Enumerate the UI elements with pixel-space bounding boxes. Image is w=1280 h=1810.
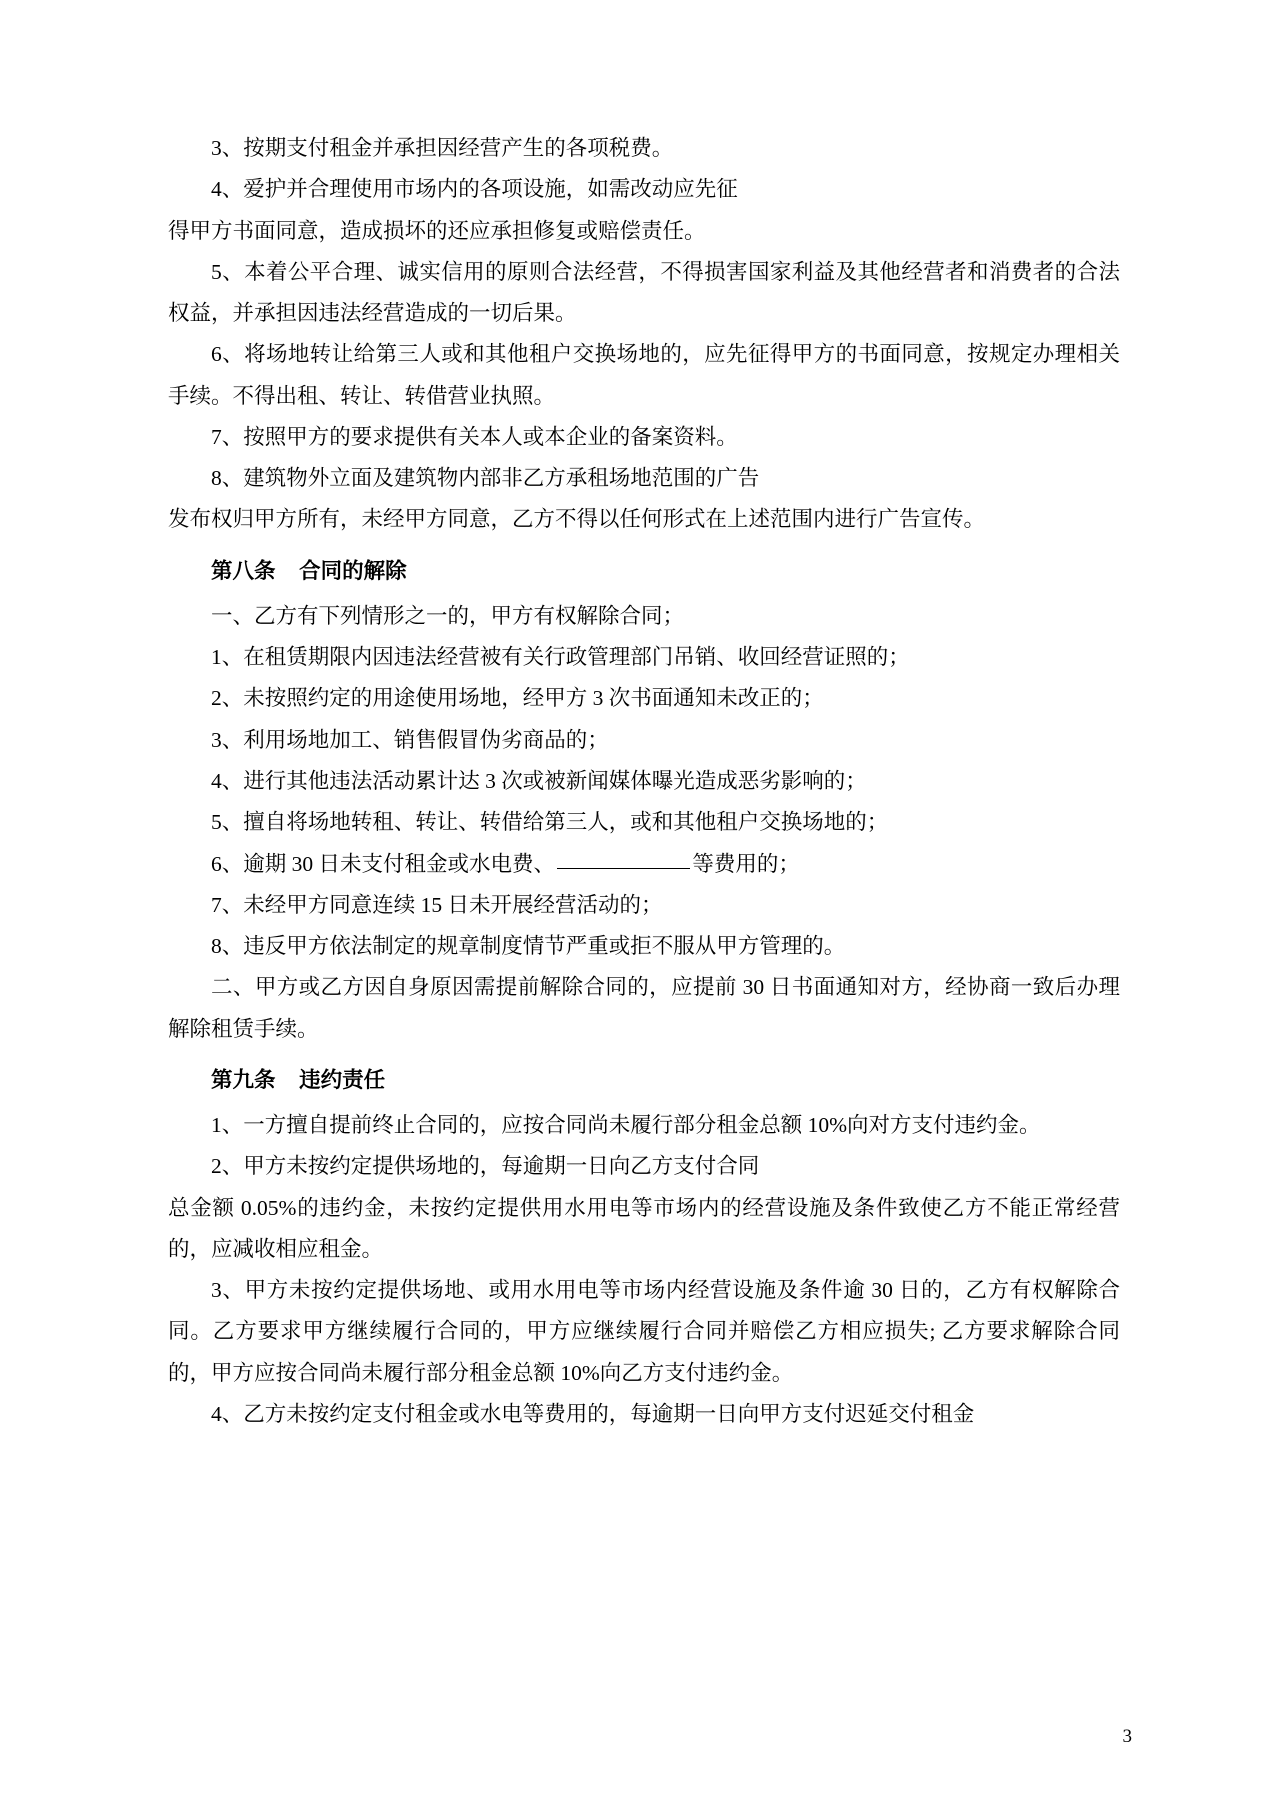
list-item-termination-5: 5、擅自将场地转租、转让、转借给第三人，或和其他租户交换场地的； [211, 810, 889, 835]
list-item-termination-8: 8、违反甲方依法制定的规章制度情节严重或拒不服从甲方管理的。 [211, 934, 846, 959]
section-label-article-8: 第八条 [211, 558, 276, 583]
list-item-termination-6 [168, 844, 1120, 885]
paragraph-obligation-8-cont: 发布权归甲方所有，未经甲方同意，乙方不得以任何形式在上述范围内进行广告宣传。 [168, 507, 986, 532]
list-item-termination-1: 1、在租赁期限内因违法经营被有关行政管理部门吊销、收回经营证照的； [211, 645, 910, 670]
paragraph-liability-4: 4、乙方未按约定支付租金或水电等费用的，每逾期一日向甲方支付迟延交付租金 [211, 1401, 975, 1426]
page-number: 3 [1122, 1726, 1132, 1747]
paragraph-obligation-6: 6、将场地转让给第三人或和其他租户交换场地的，应先征得甲方的书面同意，按规定办理相关手续。不得出租、转让、转借营业执照。 [168, 342, 1120, 408]
paragraph-liability-2: 2、甲方未按约定提供场地的，每逾期一日向乙方支付合同 [211, 1154, 760, 1179]
paragraph-obligation-3: 3、按期支付租金并承担因经营产生的各项税费。 [211, 136, 674, 160]
paragraph-termination-intro: 一、乙方有下列情形之一的，甲方有权解除合同； [211, 603, 685, 628]
paragraph-obligation-4: 4、爱护并合理使用市场内的各项设施，如需改动应先征 [211, 177, 738, 202]
fill-in-blank[interactable] [557, 868, 690, 869]
section-heading-article-9 [168, 1060, 1120, 1101]
document-body [168, 128, 1120, 1435]
section-title-article-8: 合同的解除 [299, 558, 407, 583]
paragraph-liability-3: 3、甲方未按约定提供场地、或用水用电等市场内经营设施及条件逾 30 日的，乙方有权解除合同。乙方要求甲方继续履行合同的，甲方应继续履行合同并赔偿乙方相应损失; 乙方要求解除合同的，甲方应按合同尚未履行部分租金总额 10%向乙方支付违约金。 [168, 1278, 1120, 1385]
section-label-article-9: 第九条 [211, 1067, 276, 1092]
paragraph-liability-2-cont: 总金额 0.05%的违约金，未按约定提供用水用电等市场内的经营设施及条件致使乙方不能正常经营的，应减收相应租金。 [168, 1195, 1120, 1261]
paragraph-obligation-4-cont: 得甲方书面同意，造成损坏的还应承担修复或赔偿责任。 [168, 218, 706, 243]
paragraph-obligation-7: 7、按照甲方的要求提供有关本人或本企业的备案资料。 [211, 424, 738, 449]
paragraph-liability-1: 1、一方擅自提前终止合同的，应按合同尚未履行部分租金总额 10%向对方支付违约金。 [211, 1113, 1041, 1138]
section-heading-article-8 [168, 551, 1120, 592]
paragraph-obligation-8: 8、建筑物外立面及建筑物内部非乙方承租场地范围的广告 [211, 466, 760, 491]
list-item-termination-7: 7、未经甲方同意连续 15 日未开展经营活动的； [211, 892, 663, 917]
paragraph-termination-clause-2: 二、甲方或乙方因自身原因需提前解除合同的，应提前 30 日书面通知对方，经协商一致后办理解除租赁手续。 [168, 975, 1120, 1041]
section-title-article-9: 违约责任 [299, 1067, 386, 1092]
list-item-termination-6-text-after: 等费用的； [692, 851, 800, 876]
list-item-termination-3: 3、利用场地加工、销售假冒伪劣商品的； [211, 727, 609, 752]
paragraph-obligation-5: 5、本着公平合理、诚实信用的原则合法经营，不得损害国家利益及其他经营者和消费者的合法权益，并承担因违法经营造成的一切后果。 [168, 259, 1120, 326]
list-item-termination-6-text-before: 6、逾期 30 日未支付租金或水电费、 [211, 851, 556, 876]
list-item-termination-4: 4、进行其他违法活动累计达 3 次或被新闻媒体曝光造成恶劣影响的； [211, 768, 867, 793]
list-item-termination-2: 2、未按照约定的用途使用场地，经甲方 3 次书面通知未改正的； [211, 686, 824, 711]
